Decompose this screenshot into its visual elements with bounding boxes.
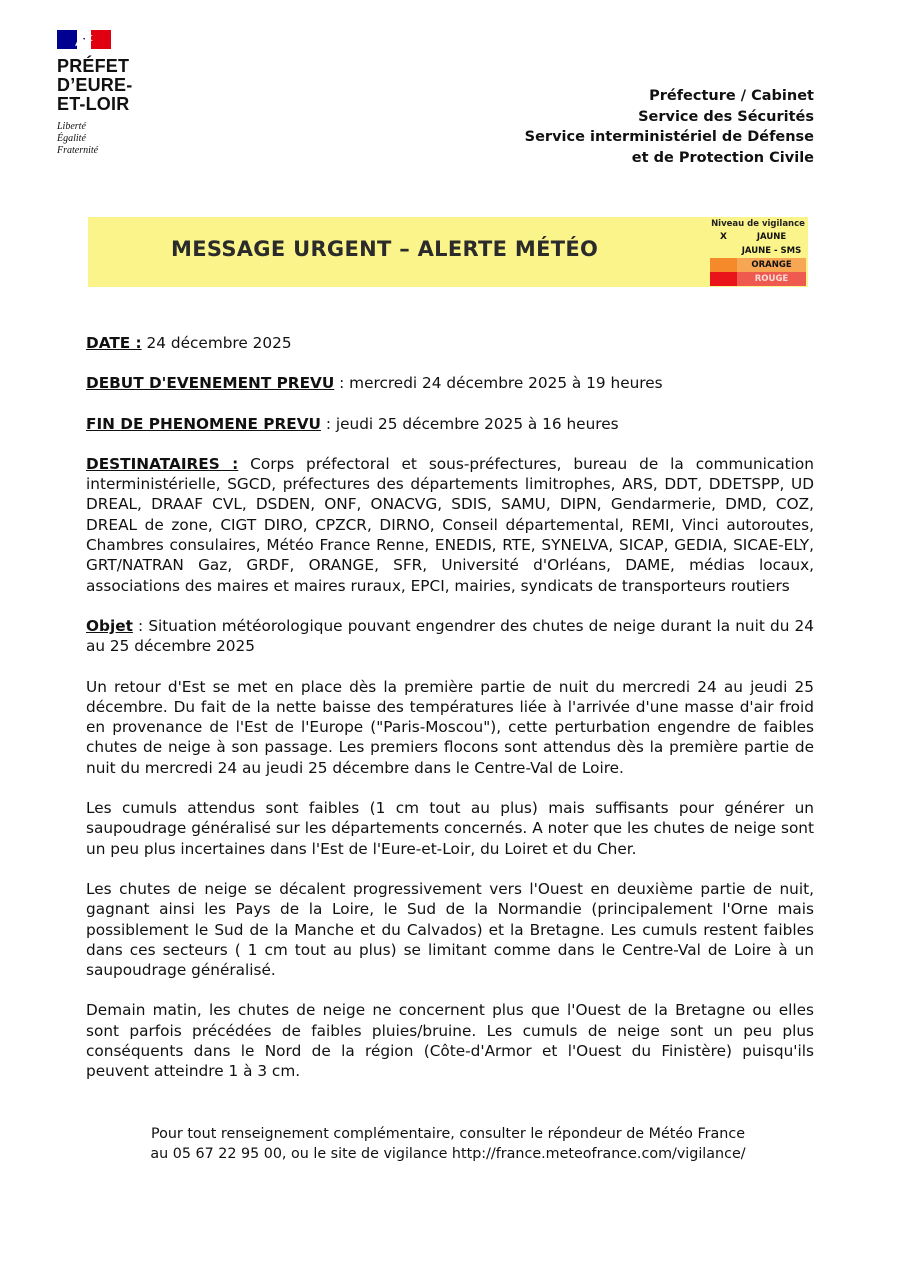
body-paragraph: Un retour d'Est se met en place dès la première partie de nuit du mercredi 24 au jeudi 25 décembre. Du fait de la nette baisse des températures liée à l'arrivée d'une masse d'air froid en provenance de l'Est de l'Europe ("Paris-Moscou"), cette perturbation engendre de faibles chutes de neige à son passage. Les premiers flocons sont attendus dès la première partie de nuit du mercredi 24 au jeudi 25 décembre dans le Centre-Val de Loire. (86, 677, 814, 777)
date-label: DATE : (86, 334, 142, 352)
vigilance-title: Niveau de vigilance (711, 219, 805, 229)
date-field (86, 333, 814, 353)
vigilance-mark (710, 258, 737, 272)
fin-label: FIN DE PHENOMENE PREVU (86, 414, 321, 433)
vigilance-row-rouge (710, 272, 806, 286)
debut-value: : mercredi 24 décembre 2025 à 19 heures (334, 374, 663, 393)
vigilance-mark (710, 244, 737, 258)
body-paragraph: Les cumuls attendus sont faibles (1 cm tout au plus) mais suffisants pour générer un saupoudrage généralisé sur les départements concernés. A noter que les chutes de neige sont un peu plus incertaines dans l'Est de l'Eure-et-Loir, du Loiret et du Cher. (86, 799, 814, 858)
vigilance-level-table (710, 218, 806, 286)
footer-line: au 05 67 22 95 00, ou le site de vigilance http://france.meteofrance.com/vigilance/ (150, 1146, 746, 1162)
footer-note (86, 1124, 810, 1164)
debut-field (86, 373, 814, 393)
destinataires-value: Corps préfectoral et sous-préfectures, bureau de la communication interministérielle, SGCD, préfectures des départements limitrophes, ARS, DDT, DDETSPP, UD DREAL, DRAAF CVL, DSDEN, ONF, ONACVG, SDIS, SAMU, DIPN, Gendarmerie, DMD, COZ, DREAL de zone, CIGT DIRO, CPZCR, DIRNO, Conseil départemental, REMI, Vinci autoroutes, Chambres consulaires, Météo France Renne, ENEDIS, RTE, SYNELVA, SICAP, GEDIA, SICAE-ELY, GRT/NATRAN Gaz, GRDF, ORANGE, SFR, Université d'Orléans, DAME, médias locaux, associations des maires et maires ruraux, EPCI, mairies, syndicats de transporteurs routiers (86, 454, 814, 595)
service-line: Service interministériel de Défense (524, 129, 814, 145)
message-body (86, 333, 814, 1102)
objet-label: Objet (86, 616, 133, 635)
vigilance-mark: X (710, 230, 737, 244)
date-value: 24 décembre 2025 (141, 334, 292, 352)
body-paragraph: Les chutes de neige se décalent progressivement vers l'Ouest en deuxième partie de nuit, gagnant ainsi les Pays de la Loire, le Sud de la Normandie (principalement l'Orne mais possiblement le Sud de la Manche et du Calvados) et la Bretagne. Les cumuls restent faibles dans ces secteurs ( 1 cm tout au plus) se limitant comme dans le Centre-Val de Loire à un saupoudrage généralisé. (86, 879, 814, 980)
service-header (525, 86, 814, 168)
service-line: et de Protection Civile (631, 149, 814, 166)
service-line: Service des Sécurités (638, 108, 814, 125)
destinataires-field (86, 454, 814, 596)
prefet-name: PRÉFET D’EURE- ET-LOIR (57, 56, 133, 114)
vigilance-mark (710, 272, 737, 286)
vigilance-row-orange (710, 258, 806, 272)
vigilance-label: ROUGE (737, 272, 806, 286)
vigilance-label: JAUNE (737, 230, 806, 244)
vigilance-label: ORANGE (737, 258, 806, 272)
alert-banner (88, 217, 808, 287)
body-paragraph: Demain matin, les chutes de neige ne concernent plus que l'Ouest de la Bretagne ou elles sont parfois précédées de faibles pluies/bruine. Les cumuls de neige sont un peu plus conséquents dans le Nord de la région (Côte-d'Armor et l'Ouest du Finistère) puisqu'ils peuvent atteindre 1 à 3 cm. (86, 1001, 814, 1081)
destinataires-label: DESTINATAIRES : (86, 454, 239, 473)
prefecture-logo (57, 30, 177, 157)
republic-motto: Liberté Égalité Fraternité (57, 121, 99, 156)
vigilance-label: JAUNE - SMS (737, 244, 806, 258)
fin-value: : jeudi 25 décembre 2025 à 16 heures (320, 414, 619, 433)
fin-field (86, 414, 814, 434)
vigilance-row-jaune-sms (710, 244, 806, 258)
banner-title: MESSAGE URGENT – ALERTE MÉTÉO (171, 237, 599, 261)
vigilance-row-jaune (710, 230, 806, 244)
footer-line: Pour tout renseignement complémentaire, consulter le répondeur de Météo France (150, 1126, 746, 1142)
objet-field (86, 616, 814, 657)
debut-label: DEBUT D'EVENEMENT PREVU (86, 374, 335, 393)
objet-value: : Situation météorologique pouvant engendrer des chutes de neige durant la nuit du 24 au 25 décembre 2025 (86, 616, 814, 656)
marianne-flag-icon (57, 30, 111, 49)
service-line: Préfecture / Cabinet (649, 88, 814, 104)
